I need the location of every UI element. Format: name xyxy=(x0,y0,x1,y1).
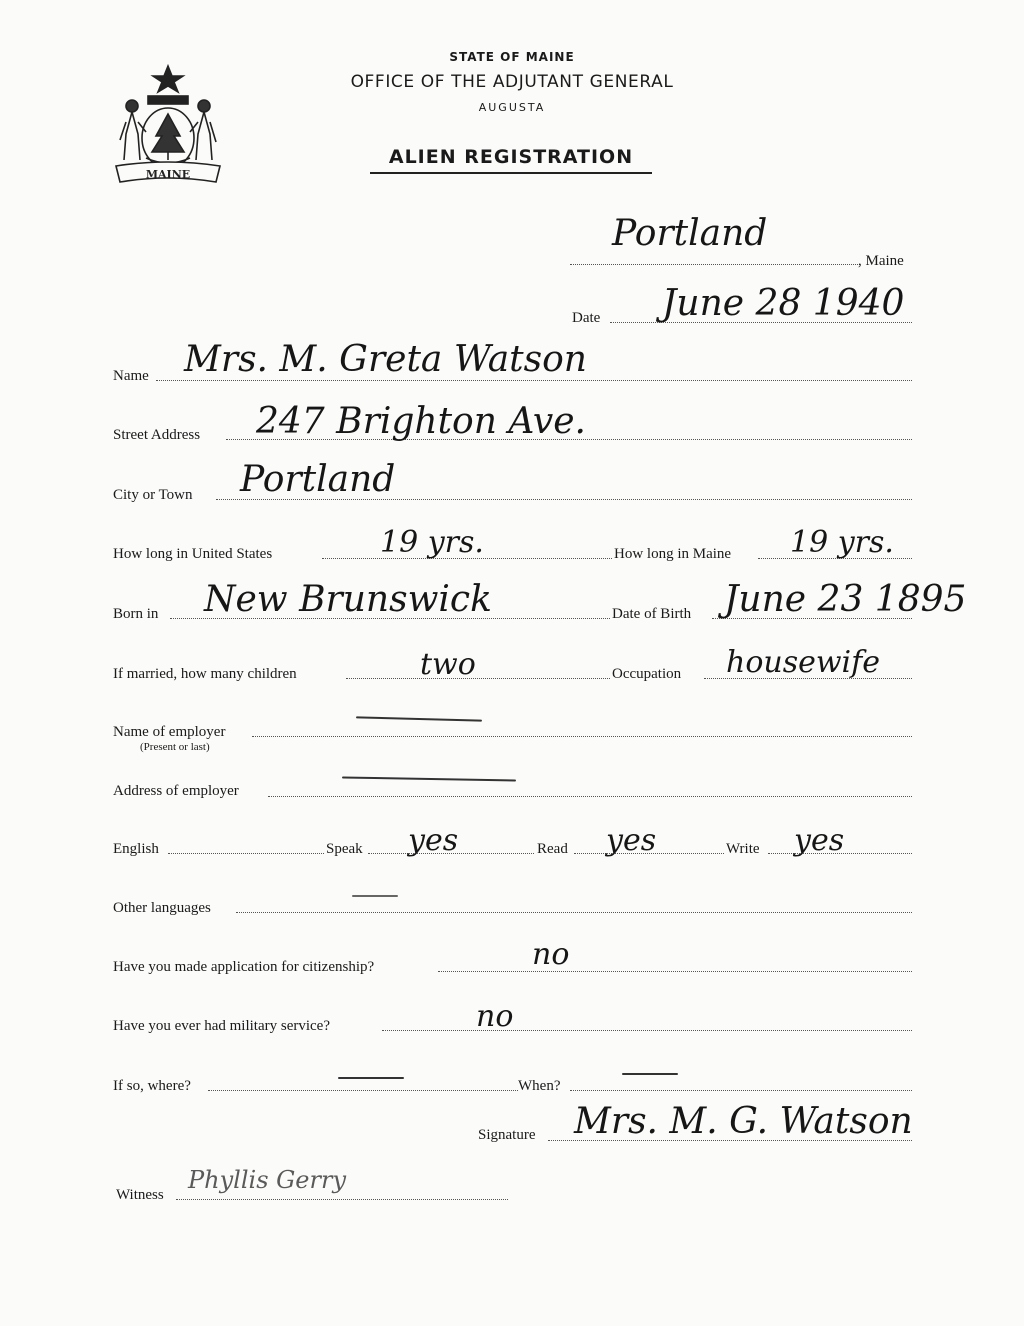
write-value[interactable]: yes xyxy=(794,823,845,858)
read-value[interactable]: yes xyxy=(606,823,657,858)
when-dash xyxy=(622,1073,678,1075)
date-value[interactable]: June 28 1940 xyxy=(662,283,905,324)
citizenship-value[interactable]: no xyxy=(532,937,570,972)
born-label: Born in xyxy=(113,606,159,622)
name-value[interactable]: Mrs. M. Greta Watson xyxy=(184,339,587,380)
employer-dash xyxy=(356,716,482,721)
how-long-maine-label: How long in Maine xyxy=(614,546,732,562)
other-languages-dash xyxy=(352,895,398,897)
military-label: Have you ever had military service? xyxy=(113,1018,330,1034)
other-languages-label: Other languages xyxy=(113,900,211,916)
name-line xyxy=(156,380,912,381)
employer-sublabel: (Present or last) xyxy=(140,741,210,753)
children-line xyxy=(346,678,610,679)
header-state: STATE OF MAINE xyxy=(449,50,575,64)
when-line[interactable] xyxy=(570,1090,912,1091)
form-title: ALIEN REGISTRATION xyxy=(370,146,652,174)
english-label: English xyxy=(113,841,159,857)
speak-label: Speak xyxy=(326,841,363,857)
children-label: If married, how many children xyxy=(113,666,297,682)
town-value[interactable]: Portland xyxy=(612,213,768,254)
born-value[interactable]: New Brunswick xyxy=(204,579,492,620)
header-city: AUGUSTA xyxy=(478,101,546,114)
citizenship-line xyxy=(438,971,912,972)
employer-line[interactable] xyxy=(252,736,912,737)
witness-line xyxy=(176,1199,508,1200)
signature-value[interactable]: Mrs. M. G. Watson xyxy=(574,1101,913,1142)
city-label: City or Town xyxy=(113,487,193,503)
town-line xyxy=(570,264,860,265)
other-languages-line[interactable] xyxy=(236,912,912,913)
when-label: When? xyxy=(518,1078,561,1094)
employer-label: Name of employer xyxy=(113,724,226,740)
military-line xyxy=(382,1030,912,1031)
how-long-us-value[interactable]: 19 yrs. xyxy=(380,525,484,560)
seal-banner-text: MAINE xyxy=(145,168,191,181)
how-long-us-label: How long in United States xyxy=(113,546,273,562)
speak-value[interactable]: yes xyxy=(408,823,459,858)
occupation-value[interactable]: housewife xyxy=(726,645,880,680)
employer-address-line[interactable] xyxy=(268,796,912,797)
city-value[interactable]: Portland xyxy=(240,459,396,500)
witness-value[interactable]: Phyllis Gerry xyxy=(188,1166,347,1194)
street-label: Street Address xyxy=(113,427,201,443)
signature-label: Signature xyxy=(478,1127,536,1143)
write-label: Write xyxy=(726,841,760,857)
military-value[interactable]: no xyxy=(476,999,514,1034)
witness-label: Witness xyxy=(116,1187,164,1203)
occupation-label: Occupation xyxy=(612,666,682,682)
read-label: Read xyxy=(537,841,568,857)
street-value[interactable]: 247 Brighton Ave. xyxy=(256,401,586,442)
where-line[interactable] xyxy=(208,1090,518,1091)
employer-address-label: Address of employer xyxy=(113,783,239,799)
how-long-maine-value[interactable]: 19 yrs. xyxy=(790,525,894,560)
dob-value[interactable]: June 23 1895 xyxy=(724,579,967,620)
where-label: If so, where? xyxy=(113,1078,191,1094)
dob-label: Date of Birth xyxy=(612,606,692,622)
english-line xyxy=(168,853,324,854)
children-value[interactable]: two xyxy=(420,647,476,682)
header-office: OFFICE OF THE ADJUTANT GENERAL xyxy=(350,72,674,92)
citizenship-label: Have you made application for citizenship? xyxy=(113,959,375,975)
where-dash xyxy=(338,1077,404,1079)
date-label: Date xyxy=(572,310,601,326)
employer-address-dash xyxy=(342,776,516,781)
name-label: Name xyxy=(113,368,149,384)
town-suffix: , Maine xyxy=(858,253,904,269)
